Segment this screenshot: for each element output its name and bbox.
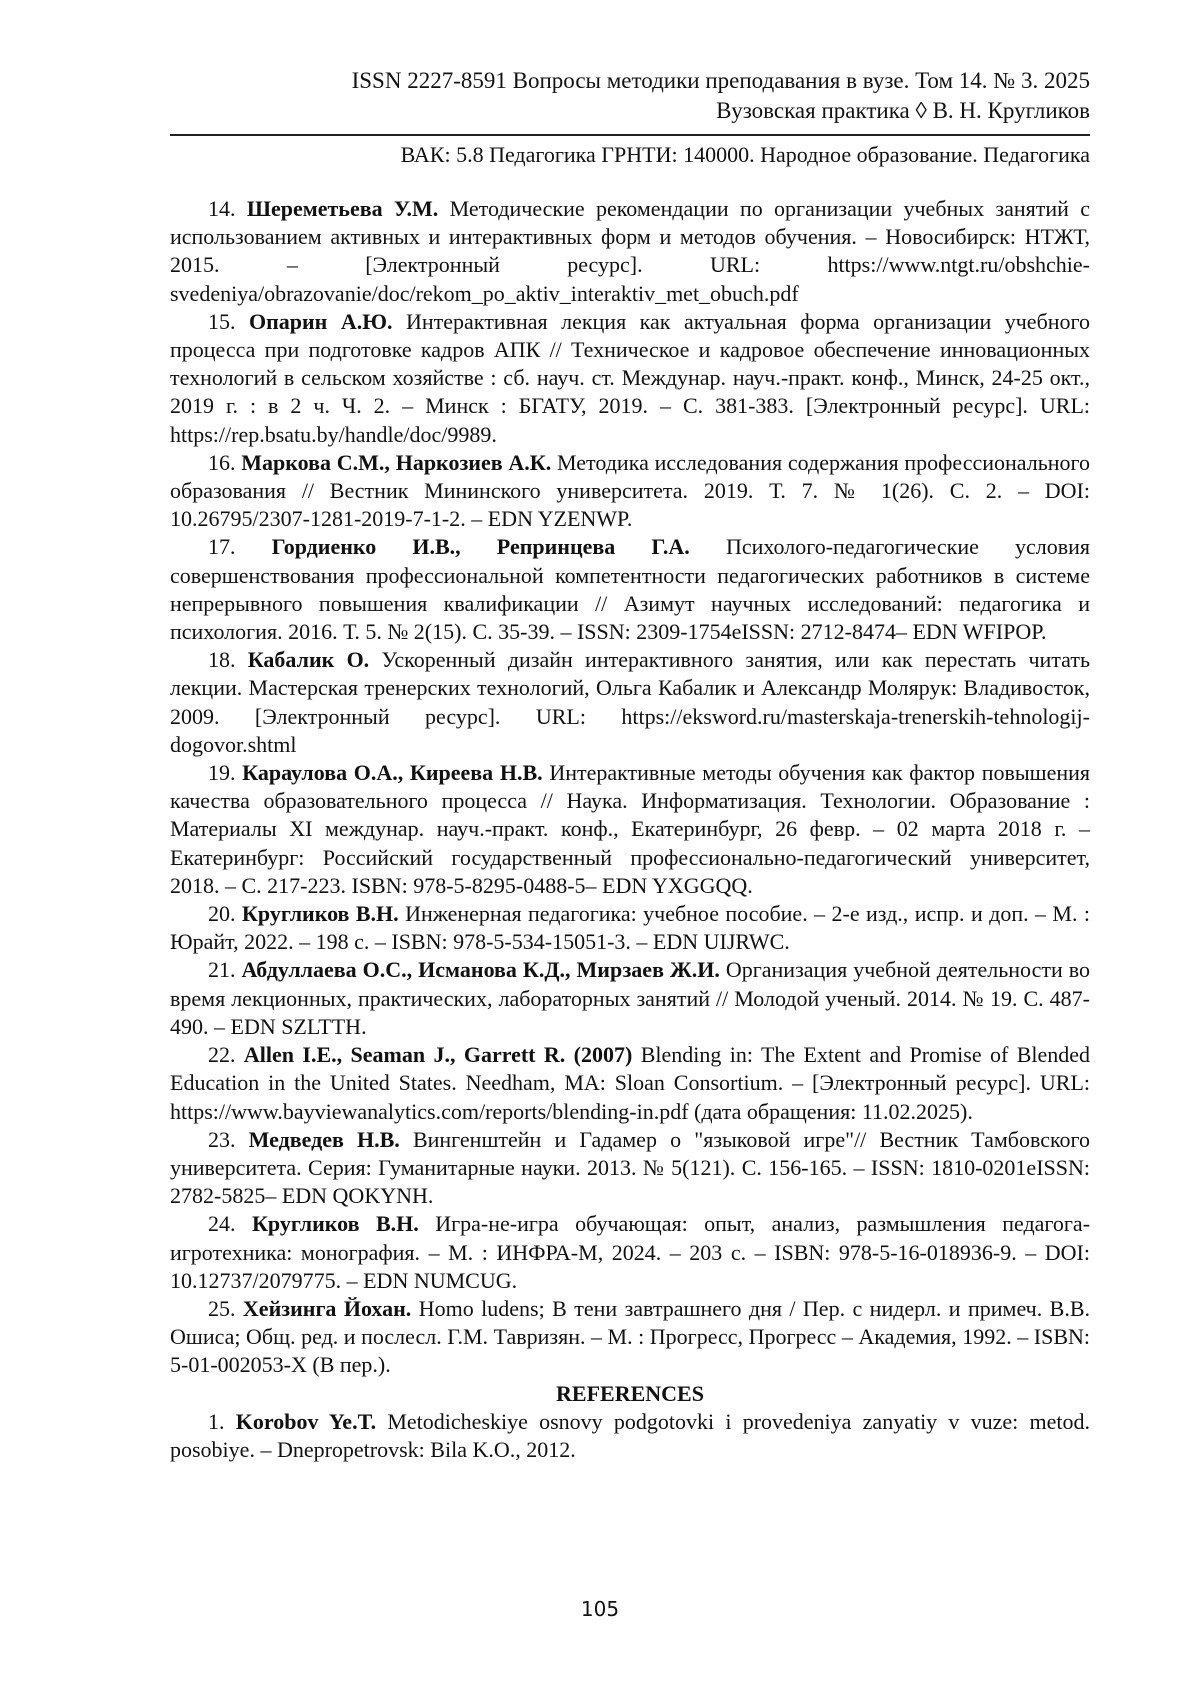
ref-authors: Хейзинга Йохан. bbox=[242, 1295, 412, 1321]
ref-authors: Караулова О.А., Киреева Н.В. bbox=[242, 760, 543, 786]
section-author-line: Вузовская практика ◊ В. Н. Кругликов bbox=[716, 98, 1090, 123]
reference-item: 22. Allen I.E., Seaman J., Garrett R. (2007) Blending in: The Extent and Promise of Blended Education in the United States. Needham, MA: Sloan Consortium. – [Электронный ресурс]. URL: https://www.bayviewanalytics.com/reports/blending-in.pdf (дата обращения: 11.02.2025). bbox=[170, 1042, 1091, 1124]
classification-line: ВАК: 5.8 Педагогика ГРНТИ: 140000. Народное образование. Педагогика bbox=[400, 142, 1090, 167]
reference-item: 17. Гордиенко И.В., Репринцева Г.А. Психолого-педагогические условия совершенствования профессиональной компетентности педагогических работников в системе непрерывного повышения квалификации // Азимут научных исследований: педагогика и психология. 2016. Т. 5. № 2(15). С. 35-39. – ISSN: 2309-1754eISSN: 2712-8474– EDN WFIPOP. bbox=[170, 534, 1091, 645]
running-header bbox=[170, 66, 1090, 170]
reference-item: 1. Korobov Ye.T. Metodicheskiye osnovy podgotovki i provedeniya zanyatiy v vuze: metod. posobiye. – Dnepropetrovsk: Bila K.O., 2012. bbox=[170, 1408, 1090, 1462]
ref-authors: Korobov Ye.T. bbox=[235, 1408, 377, 1434]
reference-item: 18. Кабалик О. Ускоренный дизайн интерактивного занятия, или как перестать читать лекции. Мастерская тренерских технологий, Ольга Кабалик и Александр Молярук: Владивосток, 2009. [Электронный ресурс]. URL: https://eksword.ru/masterskaja-trenerskih-tehnologij-dogovor.shtml bbox=[170, 647, 1091, 757]
reference-item: 21. Абдуллаева О.С., Исманова К.Д., Мирзаев Ж.И. Организация учебной деятельности во время лекционных, практических, лабораторных занятий // Молодой ученый. 2014. № 19. С. 487-490. – EDN SZLTTH. bbox=[170, 957, 1090, 1039]
ref-authors: Шереметьева У.М. bbox=[246, 196, 439, 221]
reference-item: 25. Хейзинга Йохан. Homo ludens; В тени завтрашнего дня / Пер. с нидерл. и примеч. В.В. Ошиса; Общ. ред. и послесл. Г.М. Тавризян. – М. : Прогресс, Прогресс – Академия, 1992. – ISBN: 5-01-002053-X (В пер.). bbox=[170, 1295, 1090, 1378]
ref-authors: Маркова С.М., Наркозиев А.К. bbox=[241, 449, 552, 475]
ref-authors: Кабалик О. bbox=[247, 647, 370, 673]
reference-item: 15. Опарин А.Ю. Интерактивная лекция как актуальная форма организации учебного процесса при подготовке кадров АПК // Техническое и кадровое обеспечение инновационных технологий в сельском хозяйстве : сб. науч. ст. Междунар. науч.-практ. конф., Минск, 24-25 окт., 2019 г. : в 2 ч. Ч. 2. – Минск : БГАТУ, 2019. – С. 381-383. [Электронный ресурс]. URL: https://rep.bsatu.by/handle/doc/9989. bbox=[170, 308, 1091, 447]
references-heading: REFERENCES bbox=[556, 1380, 704, 1406]
journal-title-line: ISSN 2227-8591 Вопросы методики преподавания в вузе. Том 14. № 3. 2025 bbox=[351, 68, 1090, 93]
ref-authors: Allen I.E., Seaman J., Garrett R. (2007) bbox=[243, 1042, 633, 1068]
ref-authors: Гордиенко И.В., Репринцева Г.А. bbox=[271, 534, 690, 560]
ref-authors: Абдуллаева О.С., Исманова К.Д., Мирзаев Ж.И. bbox=[241, 957, 720, 983]
reference-item: 24. Кругликов В.Н. Игра-не-игра обучающая: опыт, анализ, размышления педагога-игротехника: монография. – М. : ИНФРА-М, 2024. – 203 с. – ISBN: 978-5-16-018936-9. – DOI: 10.12737/2079775. – EDN NUMCUG. bbox=[170, 1211, 1091, 1293]
reference-item: 20. Кругликов В.Н. Инженерная педагогика: учебное пособие. – 2-е изд., испр. и доп. – М. : Юрайт, 2022. – 198 с. – ISBN: 978-5-534-15051-3. – EDN UIJRWC. bbox=[170, 901, 1091, 955]
reference-item: 19. Караулова О.А., Киреева Н.В. Интерактивные методы обучения как фактор повышения качества образовательного процесса // Наука. Информатизация. Технологии. Образование : Материалы XI междунар. науч.-практ. конф., Екатеринбург, 26 февр. – 02 марта 2018 г. – Екатеринбург: Российский государственный профессионально-педагогический университет, 2018. – С. 217-223. ISBN: 978-5-8295-0488-5– EDN YXGGQQ. bbox=[170, 760, 1091, 898]
reference-item: 23. Медведев Н.В. Вингенштейн и Гадамер о "языковой игре"// Вестник Тамбовского университета. Серия: Гуманитарные науки. 2013. № 5(121). С. 156-165. – ISSN: 1810-0201eISSN: 2782-5825– EDN QOKYNH. bbox=[170, 1126, 1091, 1209]
reference-item: 14. Шереметьева У.М. Методические рекомендации по организации учебных занятий с использованием активных и интерактивных форм и методов обучения. – Новосибирск: НТЖТ, 2015. – [Электронный ресурс]. URL: https://www.ntgt.ru/obshchie-svedeniya/obrazovanie/doc/rekom_po_aktiv_interaktiv_met_obuch.pdf bbox=[170, 196, 1090, 306]
ref-authors: Кругликов В.Н. bbox=[241, 901, 399, 927]
ref-authors: Опарин А.Ю. bbox=[248, 308, 393, 334]
reference-list bbox=[170, 195, 1090, 1464]
ref-authors: Медведев Н.В. bbox=[248, 1126, 400, 1152]
ref-authors: Кругликов В.Н. bbox=[251, 1211, 419, 1237]
page-number: 105 bbox=[580, 1597, 620, 1621]
reference-item: 16. Маркова С.М., Наркозиев А.К. Методика исследования содержания профессионального образования // Вестник Мининского университета. 2019. Т. 7. № 1(26). С. 2. – DOI: 10.26795/2307-1281-2019-7-1-2. – EDN YZENWP. bbox=[170, 449, 1090, 532]
header-rule bbox=[170, 134, 1090, 136]
